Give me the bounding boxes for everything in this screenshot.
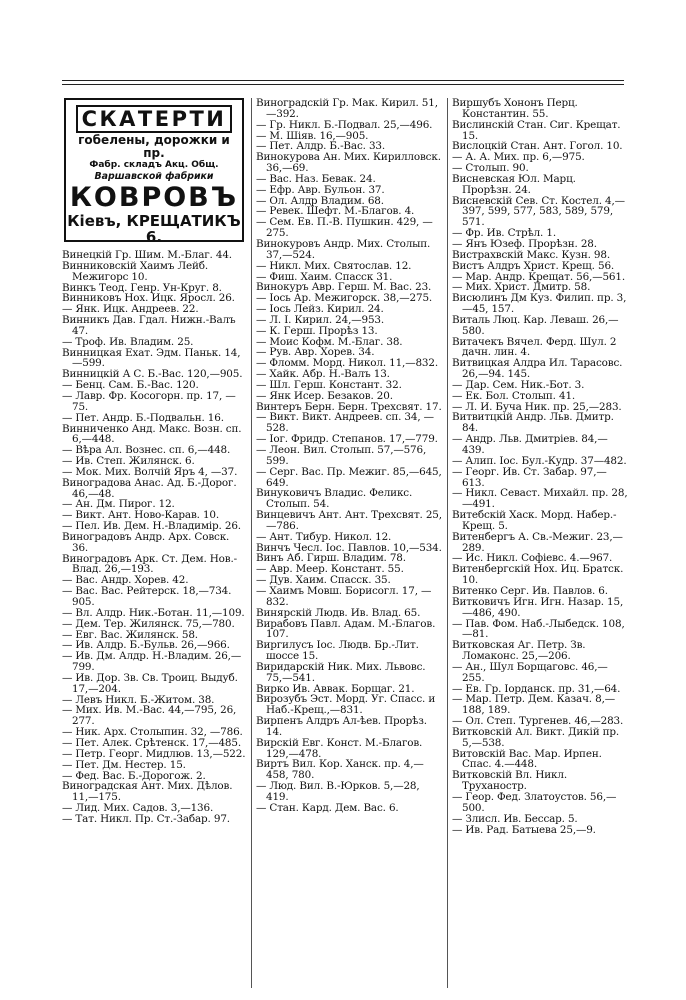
directory-entry: — Фед. Вас. Б.-Дорогож. 2. xyxy=(62,769,206,782)
directory-entry: Витебскій Хаск. Морд. Набер.-Крещ. 5. xyxy=(452,509,617,532)
directory-entry: — Л. І. Кирил. 24,—953. xyxy=(256,313,385,326)
directory-entry: Витковская Аг. Петр. Зв. Ломаконс. 25,—206. xyxy=(452,639,586,663)
directory-entry: — Мар. Петр. Дем. Казач. 8,—188, 189. xyxy=(452,693,615,717)
directory-entry: — Никл. Севаст. Михайл. пр. 28,—491. xyxy=(452,487,628,511)
directory-entry: — Вл. Алдр. Ник.-Ботан. 11,—109. xyxy=(62,606,245,619)
directory-entry: — Іось Лейз. Кирил. 24. xyxy=(256,303,384,316)
advertisement-box xyxy=(64,98,244,246)
directory-entry: — Янъ Юзеф. Прорѣзн. 28. xyxy=(452,237,597,250)
directory-entry: — Леон. Вил. Столып. 57,—576, 599. xyxy=(256,444,427,467)
directory-entry: — Никл. Мих. Святослав. 12. xyxy=(256,259,412,272)
column-divider-2 xyxy=(447,98,448,988)
top-rule-thin xyxy=(62,84,624,85)
directory-entry: — Пет. Алек. Срѣтенск. 17,—485. xyxy=(62,736,241,749)
directory-entry: — Ис. Никл. Софіевс. 4.—967. xyxy=(452,552,613,565)
directory-entry: — Дем. Тер. Жилянск. 75,—780. xyxy=(62,617,235,630)
ad-products: гобелены, дорожки и пр. xyxy=(78,133,230,160)
directory-entry: Виноградовъ Андр. Арх. Совск. 36. xyxy=(62,530,230,554)
directory-entry: Виртъ Вил. Кор. Ханск. пр. 4,—458, 780. xyxy=(256,758,424,782)
ad-factory-name: Варшавской фабрики xyxy=(94,171,214,182)
directory-entry: Вислоцкій Стан. Ант. Гогол. 10. xyxy=(452,140,623,153)
directory-entry: Вислинскій Стан. Сиг. Крещат. 15. xyxy=(452,118,621,142)
directory-entry: — Хайк. Абр. Н.-Валъ 13. xyxy=(256,368,390,381)
directory-entry: Винниченко Анд. Макс. Возн. сп. 6,—448. xyxy=(62,422,242,446)
directory-entry: — Ан. Дм. Пирог. 12. xyxy=(62,498,175,511)
directory-entry: — Мар. Андр. Крещат. 56,—561. xyxy=(452,270,625,283)
directory-entry: — Фломм. Морд. Никол. 11,—832. xyxy=(256,357,438,370)
directory-entry: Винуковичъ Владис. Феликс. Столып. 54. xyxy=(256,487,413,511)
directory-entry: Витковскій Ал. Викт. Дикій пр. 5,—538. xyxy=(452,725,620,749)
directory-entry: Винцевичъ Ант. Ант. Трехсвят. 25,—786. xyxy=(256,509,442,532)
directory-entry: Винокуровъ Андр. Мих. Столып. 37,—524. xyxy=(256,237,431,261)
directory-entry: — Ефр. Авр. Бульон. 37. xyxy=(256,183,385,196)
column-3 xyxy=(452,98,628,835)
ad-brand: КОВРОВЪ xyxy=(69,182,239,213)
directory-entry: Виноградова Анас. Ад. Б.-Дорог. 46,—48. xyxy=(62,476,237,500)
directory-entry: — Моис Кофм. М.-Благ. 38. xyxy=(256,335,403,348)
directory-entry: — Левъ Никл. Б.-Житом. 38. xyxy=(62,693,215,706)
directory-entry: — Янк Исер. Безаков. 20. xyxy=(256,389,393,402)
directory-entry: — Андр. Льв. Дмитріев. 84,—439. xyxy=(452,433,608,456)
ad-address: Кіевъ, КРЕЩАТИКЪ 6. xyxy=(67,212,241,246)
directory-entry: — Ант. Тибур. Никол. 12. xyxy=(256,530,392,543)
directory-entry: — Ив. Дм. Алдр. Н.-Владим. 26,—799. xyxy=(62,650,242,674)
directory-entry: Витенбергъ А. Св.-Межиг. 23,—289. xyxy=(452,530,623,554)
directory-entry: Виридарскій Ник. Мих. Львовс. 75,—541. xyxy=(256,660,426,684)
directory-entry: Виршубъ Хононъ Перц. Константин. 55. xyxy=(452,97,578,120)
directory-entry: Витковскій Вл. Никл. Труханостр. xyxy=(452,769,568,793)
directory-entry: Вирко Ив. Аввак. Борщаг. 21. xyxy=(256,682,415,695)
directory-entry: — Дар. Сем. Ник.-Бот. 3. xyxy=(452,378,585,391)
directory-entry: — Пав. Фом. Наб.-Лыбедск. 108, —81. xyxy=(452,617,625,641)
directory-entry: — Люд. Вил. В.-Юрков. 5,—28, 419. xyxy=(256,780,420,803)
directory-entry: Винницкая Ехат. Эдм. Паньк. 14,—599. xyxy=(62,346,241,370)
directory-entry: — Вас. Наз. Бевак. 24. xyxy=(256,172,376,185)
directory-entry: — Ол. Степ. Тургенев. 46,—283. xyxy=(452,715,624,728)
directory-entry: — А. А. Мих. пр. 6,—975. xyxy=(452,151,585,164)
ad-headline: СКАТЕРТИ xyxy=(76,105,233,133)
directory-entry: — Мих. Христ. Дмитр. 58. xyxy=(452,281,591,294)
directory-entry: Винчъ Чесл. Іос. Павлов. 10,—534. xyxy=(256,541,442,554)
directory-entry: Винкъ Теод. Генр. Ун-Круг. 8. xyxy=(62,281,222,294)
directory-entry: Витачекъ Вячел. Ферд. Шул. 2 дачн. лин. 4. xyxy=(452,335,617,359)
directory-entry: Виноградская Ант. Мих. Дѣлов. 11,—175. xyxy=(62,780,233,804)
directory-entry: Виргилусъ Іос. Людв. Бр.-Лит. шоссе 15. xyxy=(256,639,419,663)
directory-entry: Винникъ Дав. Гдал. Нижн.-Валъ 47. xyxy=(62,314,236,337)
directory-entry: — Лид. Мих. Садов. 3,—136. xyxy=(62,802,214,815)
directory-entry: Висюлинъ Дм Куз. Филип. пр. 3,—45, 157. xyxy=(452,292,627,316)
column-divider-1 xyxy=(251,98,252,988)
directory-entry: — Георг. Ив. Ст. Забар. 97,—613. xyxy=(452,465,607,489)
directory-entry: — Ревек. Шефт. М.-Благов. 4. xyxy=(256,205,415,218)
directory-entry: — Ев. Гр. Іорданск. пр. 31,—64. xyxy=(452,682,621,695)
directory-entry: — Викт. Викт. Андреев. сп. 34, —528. xyxy=(256,411,434,435)
directory-entry: — Фиш. Хаим. Спасск 31. xyxy=(256,270,393,283)
directory-entry: Вирпенъ Алдръ Ал-ѣев. Прорѣз. 14. xyxy=(256,715,427,738)
directory-entry: — Троф. Ив. Владим. 25. xyxy=(62,335,194,348)
directory-entry: Винъ Аб. Гирш. Владим. 78. xyxy=(256,552,406,565)
directory-entry: Витенбергскій Нох. Иц. Братск. 10. xyxy=(452,563,624,587)
directory-entry: Витовскій Вас. Мар. Ирпен. Спас. 4.—448. xyxy=(452,747,602,771)
column-2 xyxy=(256,98,444,814)
directory-entry: — Янк. Ицк. Андреев. 22. xyxy=(62,303,199,316)
directory-entry: — Мок. Мих. Волчій Яръ 4, —37. xyxy=(62,465,238,478)
directory-entry: — Хаимъ Мовш. Борисогл. 17, —832. xyxy=(256,584,432,608)
directory-entry: — Алип. Іос. Бул.-Кудр. 37—482. xyxy=(452,454,627,467)
directory-entry: Вистъ Алдръ Христ. Крещ. 56. xyxy=(452,259,615,272)
directory-entry: — М. Шіяв. 16,—905. xyxy=(256,129,369,142)
directory-entry: Висневская Юл. Марц. Прорѣзн. 24. xyxy=(452,172,576,196)
directory-entry: — Іог. Фридр. Степанов. 17,—779. xyxy=(256,433,438,446)
directory-entry: — Сем. Ев. П.-В. Пушкин. 429, —275. xyxy=(256,216,433,240)
directory-entry: Винниковъ Нох. Ицк. Яросл. 26. xyxy=(62,292,235,305)
directory-entry: — Евг. Вас. Жилянск. 58. xyxy=(62,628,198,641)
directory-entry: — Ол. Алдр Владим. 68. xyxy=(256,194,384,207)
directory-entry: — Шл. Герш. Констант. 32. xyxy=(256,378,402,391)
directory-entry: — Вас. Андр. Хорев. 42. xyxy=(62,574,189,587)
directory-entry: — Пет. Андр. Б.-Подвальн. 16. xyxy=(62,411,224,424)
directory-entry: Вирозубъ Эст. Морд. Уг. Спасс. и Наб.-Крещ.,—831. xyxy=(256,693,436,717)
directory-entry: Винниковскій Хаимъ Лейб. Межигорс 10. xyxy=(62,259,209,283)
directory-entry: — Викт. Ант. Ново-Карав. 10. xyxy=(62,509,220,522)
directory-entry: — Ив. Рад. Батыева 25,—9. xyxy=(452,823,596,836)
directory-entry: — Ан., Шул Борщаговс. 46,—255. xyxy=(452,660,608,684)
directory-entry: Вирскій Евг. Конст. М.-Благов. 129,—478. xyxy=(256,736,423,760)
directory-entry: — Ив. Алдр. Б.-Бульв. 26,—966. xyxy=(62,639,230,652)
directory-entry: — Столып. 90. xyxy=(452,162,529,175)
directory-entry: — Геор. Фед. Златоустов. 56,—500. xyxy=(452,791,617,814)
directory-entry: — Тат. Никл. Пр. Ст.-Забар. 97. xyxy=(62,812,230,825)
directory-entry: Висневскій Сев. Ст. Костел. 4,—397, 599, 577, 583, 589, 579, 571. xyxy=(452,194,625,229)
directory-entry: Витвитцкій Андр. Льв. Дмитр. 84. xyxy=(452,411,614,435)
directory-entry: — Бенц. Сам. Б.-Вас. 120. xyxy=(62,379,199,392)
directory-entry: — К. Герш. Прорѣз 13. xyxy=(256,324,378,337)
directory-entry: — Л. И. Буча Ник. пр. 25,—283. xyxy=(452,400,622,413)
directory-entry: — Авр. Меер. Констант. 55. xyxy=(256,563,404,576)
directory-entry: Витенко Серг. Ив. Павлов. 6. xyxy=(452,584,608,597)
directory-entry: — Серг. Вас. Пр. Межиг. 85,—645, 649. xyxy=(256,465,442,489)
directory-entry: Витвицкая Алдра Ил. Тарасовс. 26,—94. 145. xyxy=(452,357,623,381)
directory-entry: — Ник. Арх. Столыпин. 32, —786. xyxy=(62,726,243,739)
directory-entry: Вистрахвскій Макс. Кузн. 98. xyxy=(452,248,610,261)
directory-entry: — Пел. Ив. Дем. Н.-Владимір. 26. xyxy=(62,520,241,533)
directory-entry: — Злисл. Ив. Бессар. 5. xyxy=(452,812,578,825)
directory-entry: Винярскій Людв. Ив. Влад. 65. xyxy=(256,606,421,619)
directory-entry: Винницкій А С. Б.-Вас. 120,—905. xyxy=(62,368,243,381)
directory-entry: Виноградовъ Арк. Ст. Дем. Нов.-Влад. 26,—193. xyxy=(62,552,237,576)
directory-entry: — Пет. Дм. Нестер. 15. xyxy=(62,758,186,771)
directory-entry: — Рув. Авр. Хорев. 34. xyxy=(256,346,375,359)
directory-entry: — Дув. Хаим. Спасск. 35. xyxy=(256,574,391,587)
directory-entry: Винецкій Гр. Шим. М.-Благ. 44. xyxy=(62,249,232,261)
directory-entry: — Фр. Ив. Стрѣл. 1. xyxy=(452,227,556,240)
directory-entry: — Гр. Никл. Б.-Подвал. 25,—496. xyxy=(256,118,433,131)
directory-entry: — Ив. Дор. Зв. Св. Троиц. Выдуб. 17,—204. xyxy=(62,671,238,695)
directory-entry: Винокуръ Авр. Герш. М. Вас. 23. xyxy=(256,281,432,294)
directory-entry: — Лавр. Фр. Косогорн. пр. 17, —75. xyxy=(62,389,236,413)
directory-entry: Витковичъ Игн. Игн. Назар. 15, —486, 490. xyxy=(452,595,624,619)
directory-entry: Винокурова Ан. Мих. Кирилловск. 36,—69. xyxy=(256,151,441,175)
directory-entry: — Ив. Степ. Жилянск. 6. xyxy=(62,455,195,468)
directory-entry: — Стан. Кард. Дем. Вас. 6. xyxy=(256,801,399,814)
directory-entry: — Пет. Алдр. Б.-Вас. 33. xyxy=(256,140,386,153)
directory-entry: — Іось Ар. Межигорск. 38,—275. xyxy=(256,292,433,305)
directory-entry: Виноградскій Гр. Мак. Кирил. 51,—392. xyxy=(256,97,438,120)
directory-entry: — Вас. Вас. Рейтерск. 18,—734. 905. xyxy=(62,585,232,608)
directory-entry: Винтеръ Берн. Берн. Трехсвят. 17. xyxy=(256,400,442,413)
directory-entry: — Ек. Бол. Столып. 41. xyxy=(452,389,576,402)
directory-entry: Вирабовъ Павл. Адам. М.-Благов. 107. xyxy=(256,617,436,641)
directory-entry: — Петр. Георг. Мидлюв. 13,—522. xyxy=(62,747,246,760)
ad-factory-line: Фабр. складъ Акц. Общ. xyxy=(89,160,219,170)
directory-entry: — Вѣра Ал. Вознес. сп. 6,—448. xyxy=(62,444,231,457)
column-1 xyxy=(62,250,248,825)
top-rule xyxy=(62,80,624,81)
directory-entry: — Мих. Ив. М.-Вас. 44,—795, 26, 277. xyxy=(62,704,237,728)
directory-entry: Виталь Люц. Кар. Леваш. 26,—580. xyxy=(452,313,619,337)
